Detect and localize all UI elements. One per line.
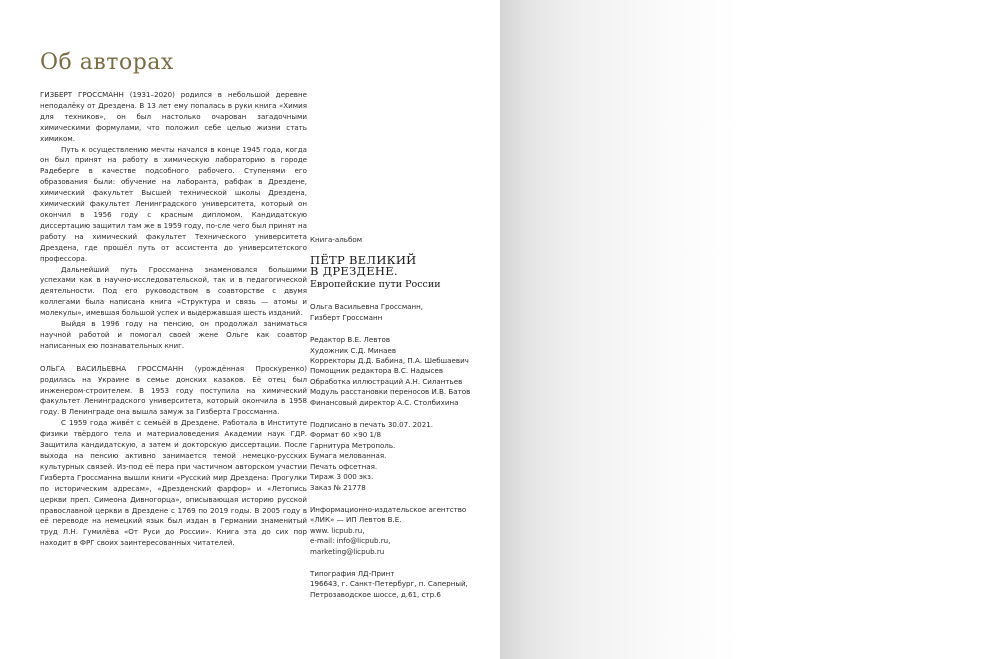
book-title-line: ПЁТР ВЕЛИКИЙ <box>310 253 417 268</box>
credits <box>310 335 495 408</box>
printer-line: 196643, г. Санкт-Петербург, п. Саперный, <box>310 579 468 589</box>
credit-line: Помощник редактора В.С. Надысев <box>310 366 444 376</box>
author2-paragraph-2: С 1959 года живёт с семьёй в Дрездене. Работала в Институте физики твёрдого тела и материаловедения Академии наук ГДР. Защитила кандидатскую, а затем и докторскую диссертации. После выхода на пенсию активно занимается темой немецко-русских культурных связей. Из-под её пера при частичном авторском участии Гизберта Гроссманна вышли книги «Русский мир Дрездена: Прогулки по историческим адресам», «Дрезденский фарфор» и «Летопись церкви преп. Симеона Дивногорца», описывающая историю русской православной церкви в Дрездене с 1769 по 2019 годы. В 2005 году в её переводе на немецкий язык был издан в Германии знаменитый труд Л.Н. Гумилёва «От Руси до России». Книга эта до сих пор находит в ФРГ своих заинтересованных читателей. <box>40 418 307 548</box>
credit-line: Редактор В.Е. Левтов <box>310 335 391 345</box>
book-subtitle: Европейские пути России <box>310 279 441 291</box>
publisher-line: «ЛИК» — ИП Левтов В.Е. <box>310 515 402 525</box>
book-authors <box>310 302 495 323</box>
author-name: Гизберт Гроссманн <box>310 312 383 322</box>
author1-paragraph-1: ГИЗБЕРТ ГРОССМАНН (1931–2020) родился в небольшой деревне неподалёку от Дрездена. В 13 лет ему попалась в руки книга «Химия для техников», он был настолько очарован загадочными химическими формулами, что положил себе целью жизни стать химиком. <box>40 90 307 143</box>
spec-line: Подписано в печать 30.07. 2021. <box>310 420 433 430</box>
credit-line: Модуль расстановки переносов И.В. Батов <box>310 387 471 397</box>
spec-line: Гарнитура Метрополь. <box>310 440 396 450</box>
credit-line: Финансовый директор А.С. Столбихина <box>310 397 459 407</box>
spec-line: Формат 60 ×90 1/8 <box>310 430 381 440</box>
credit-line: Корректоры Д.Д. Бабина, П.А. Шебшаевич <box>310 356 469 366</box>
author1-paragraph-3: Дальнейший путь Гроссманна знаменовался большими успехами как в научно-исследовательской, так и в педагогической деятельности. Под его руководством в соавторстве с двумя коллегами была написана книга «Структура и связь — атомы и молекулы», имевшая большой успех и выдержавшая шесть изданий. <box>40 264 307 318</box>
spec-line: Бумага мелованная. <box>310 451 387 461</box>
publisher-website: www. licpub.ru, <box>310 525 365 535</box>
spec-line: Печать офсетная. <box>310 461 378 471</box>
author2-paragraph-1: ОЛЬГА ВАСИЛЬЕВНА ГРОССМАНН (урождённая Проскуренко) родилась на Украине в семье донских казаков. Её отец был инженером-строителем. В 1953 году поступила на химический факультет Ленинградского университета, который окончила в 1958 году. В Ленинграде она вышла замуж за Гизберта Гроссманна. <box>40 363 307 417</box>
authors-text <box>40 90 307 549</box>
printer-info <box>310 569 495 600</box>
author1-paragraph-2: Путь к осуществлению мечты начался в конце 1945 года, когда он был принят на работу в химическую лабораторию в городе Радеберге в качестве подсобного рабочего. Ступенями его образования были: обучение на лаборанта, рабфак в Дрездене, химический факультет Высшей технической школы Дрездена, химический факультет Ленинградского университета, который он окончил в 1956 году с красным дипломом. Кандидатскую диссертацию защитил там же в 1959 году, по-сле чего был принят на работу на химический факультет Технического университета Дрездена, где прошёл путь от ассистента до университетского профессора. <box>40 144 307 263</box>
spec-line: Тираж 3 000 экз. <box>310 472 374 482</box>
printer-line: Типография ЛД-Принт <box>310 568 395 578</box>
author1-paragraph-4: Выйдя в 1996 году на пенсию, он продолжал заниматься научной работой и помогал своей жене Ольге как соавтор написанных ею познавательных книг. <box>40 319 307 350</box>
book-title-line: В ДРЕЗДЕНЕ. <box>310 264 398 279</box>
author-name: Ольга Васильевна Гроссманн, <box>310 302 424 312</box>
publisher-info <box>310 505 495 557</box>
imprint-block <box>310 235 495 600</box>
credit-line: Художник С.Д. Минаев <box>310 345 397 355</box>
book-title <box>310 255 495 277</box>
publisher-email: marketing@licpub.ru <box>310 546 385 556</box>
publisher-line: Информационно-издательское агентство <box>310 504 467 514</box>
publisher-email: e-mail: info@licpub.ru, <box>310 536 391 546</box>
spec-line: Заказ № 21778 <box>310 482 366 492</box>
book-genre: Книга-альбом <box>310 235 363 244</box>
print-specs <box>310 420 495 493</box>
section-title: Об авторах <box>40 50 174 75</box>
printer-line: Петрозаводское шоссе, д.61, стр.6 <box>310 589 441 599</box>
right-page-blank <box>500 0 1000 659</box>
credit-line: Обработка иллюстраций А.Н. Силантьев <box>310 376 463 386</box>
